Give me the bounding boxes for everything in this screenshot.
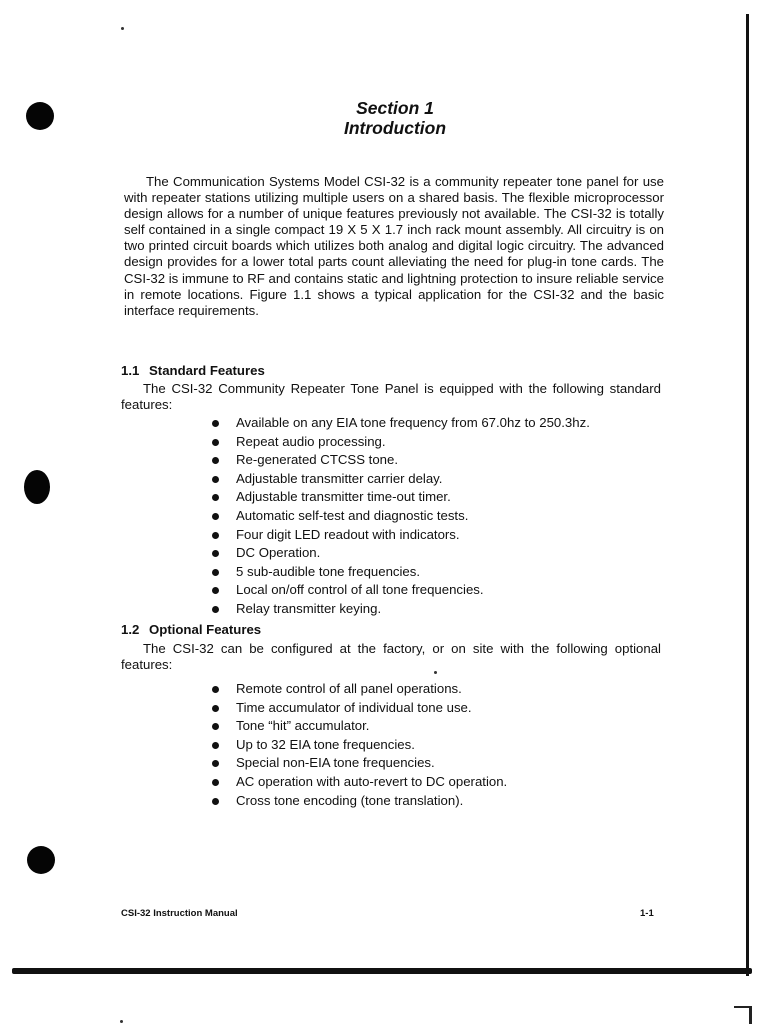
list-item-text: Special non-EIA tone frequencies. — [236, 755, 435, 771]
punch-hole — [26, 102, 54, 130]
bullet-icon — [212, 723, 219, 730]
list-item — [212, 680, 507, 699]
list-item-text: Tone “hit” accumulator. — [236, 718, 370, 734]
bullet-icon — [212, 705, 219, 712]
scan-speck — [121, 27, 124, 30]
list-item-text: Adjustable transmitter time-out timer. — [236, 489, 451, 505]
scan-speck — [120, 1020, 123, 1023]
footer-manual-title: CSI-32 Instruction Manual — [121, 908, 238, 919]
section-subtitle: Introduction — [343, 118, 447, 138]
list-item — [212, 451, 590, 470]
list-item — [212, 581, 590, 600]
list-item — [212, 754, 507, 773]
bullet-icon — [212, 532, 219, 539]
bullet-icon — [212, 587, 219, 594]
section-heading-text: Standard Features — [149, 363, 265, 378]
list-item — [212, 526, 590, 545]
list-item — [212, 792, 507, 811]
optional-features-list — [212, 680, 507, 810]
bullet-icon — [212, 742, 219, 749]
list-item-text: Local on/off control of all tone frequencies. — [236, 582, 484, 598]
bullet-icon — [212, 569, 219, 576]
list-item-text: 5 sub-audible tone frequencies. — [236, 563, 421, 579]
list-item — [212, 433, 590, 452]
section-heading-text: Optional Features — [149, 622, 262, 637]
list-item-text: Time accumulator of individual tone use. — [236, 699, 472, 715]
list-item — [212, 507, 590, 526]
bullet-icon — [212, 439, 219, 446]
bullet-icon — [212, 760, 219, 767]
list-item-text: Relay transmitter keying. — [236, 600, 382, 616]
list-item-text: Re-generated CTCSS tone. — [236, 452, 398, 468]
list-item — [212, 544, 590, 563]
list-item — [212, 563, 590, 582]
next-page-corner — [734, 1006, 752, 1024]
bullet-icon — [212, 457, 219, 464]
bullet-icon — [212, 798, 219, 805]
list-item — [212, 717, 507, 736]
list-item — [212, 699, 507, 718]
list-item-text: Cross tone encoding (tone translation). — [236, 792, 464, 808]
list-item — [212, 773, 507, 792]
list-item — [212, 470, 590, 489]
page-bottom-edge — [12, 968, 752, 974]
optional-features-intro: The CSI-32 can be configured at the factory, or on site with the following optional features: — [121, 641, 661, 672]
standard-features-list — [212, 414, 590, 619]
section-heading-optional-features — [121, 622, 261, 638]
bullet-icon — [212, 686, 219, 693]
section-number: 1.1 — [121, 363, 140, 378]
intro-paragraph: The Communication Systems Model CSI-32 is a community repeater tone panel for use with repeater stations utilizing multiple users on a shared basis. The flexible microprocessor design allows for a number of unique features previously not available. The CSI-32 is totally self contained in a single compact 19 X 5 X 1.7 inch rack mount assembly. All circuitry is on two printed circuit boards which utilizes both analog and digital logic circuitry. The advanced design provides for a lower total parts count alleviating the need for plug-in tone cards. The CSI-32 is immune to RF and contains static and lightning protection to insure reliable service in remote locations. Figure 1.1 shows a typical application for the CSI-32 and the basic interface requirements. — [124, 174, 664, 318]
list-item-text: Adjustable transmitter carrier delay. — [236, 470, 443, 486]
bullet-icon — [212, 494, 219, 501]
list-item-text: Remote control of all panel operations. — [236, 681, 462, 696]
list-item-text: Automatic self-test and diagnostic tests. — [236, 507, 469, 523]
bullet-icon — [212, 779, 219, 786]
list-item-text: AC operation with auto-revert to DC operation. — [236, 773, 508, 789]
punch-hole — [27, 846, 55, 874]
list-item — [212, 600, 590, 619]
list-item — [212, 488, 590, 507]
punch-hole — [24, 470, 50, 504]
list-item-text: DC Operation. — [236, 545, 321, 561]
bullet-icon — [212, 513, 219, 520]
standard-features-intro: The CSI-32 Community Repeater Tone Panel is equipped with the following standard features: — [121, 381, 661, 412]
list-item — [212, 736, 507, 755]
page-number: 1-1 — [640, 908, 654, 919]
bullet-icon — [212, 420, 219, 427]
section-title: Section 1 — [356, 98, 434, 118]
list-item — [212, 414, 590, 433]
section-heading-standard-features — [121, 363, 265, 379]
page-right-edge — [746, 14, 749, 976]
list-item-text: Available on any EIA tone frequency from 67.0hz to 250.3hz. — [236, 415, 590, 430]
list-item-text: Repeat audio processing. — [236, 433, 386, 449]
bullet-icon — [212, 550, 219, 557]
list-item-text: Four digit LED readout with indicators. — [236, 526, 460, 542]
bullet-icon — [212, 476, 219, 483]
section-number: 1.2 — [121, 622, 140, 637]
list-item-text: Up to 32 EIA tone frequencies. — [236, 736, 415, 752]
bullet-icon — [212, 606, 219, 613]
